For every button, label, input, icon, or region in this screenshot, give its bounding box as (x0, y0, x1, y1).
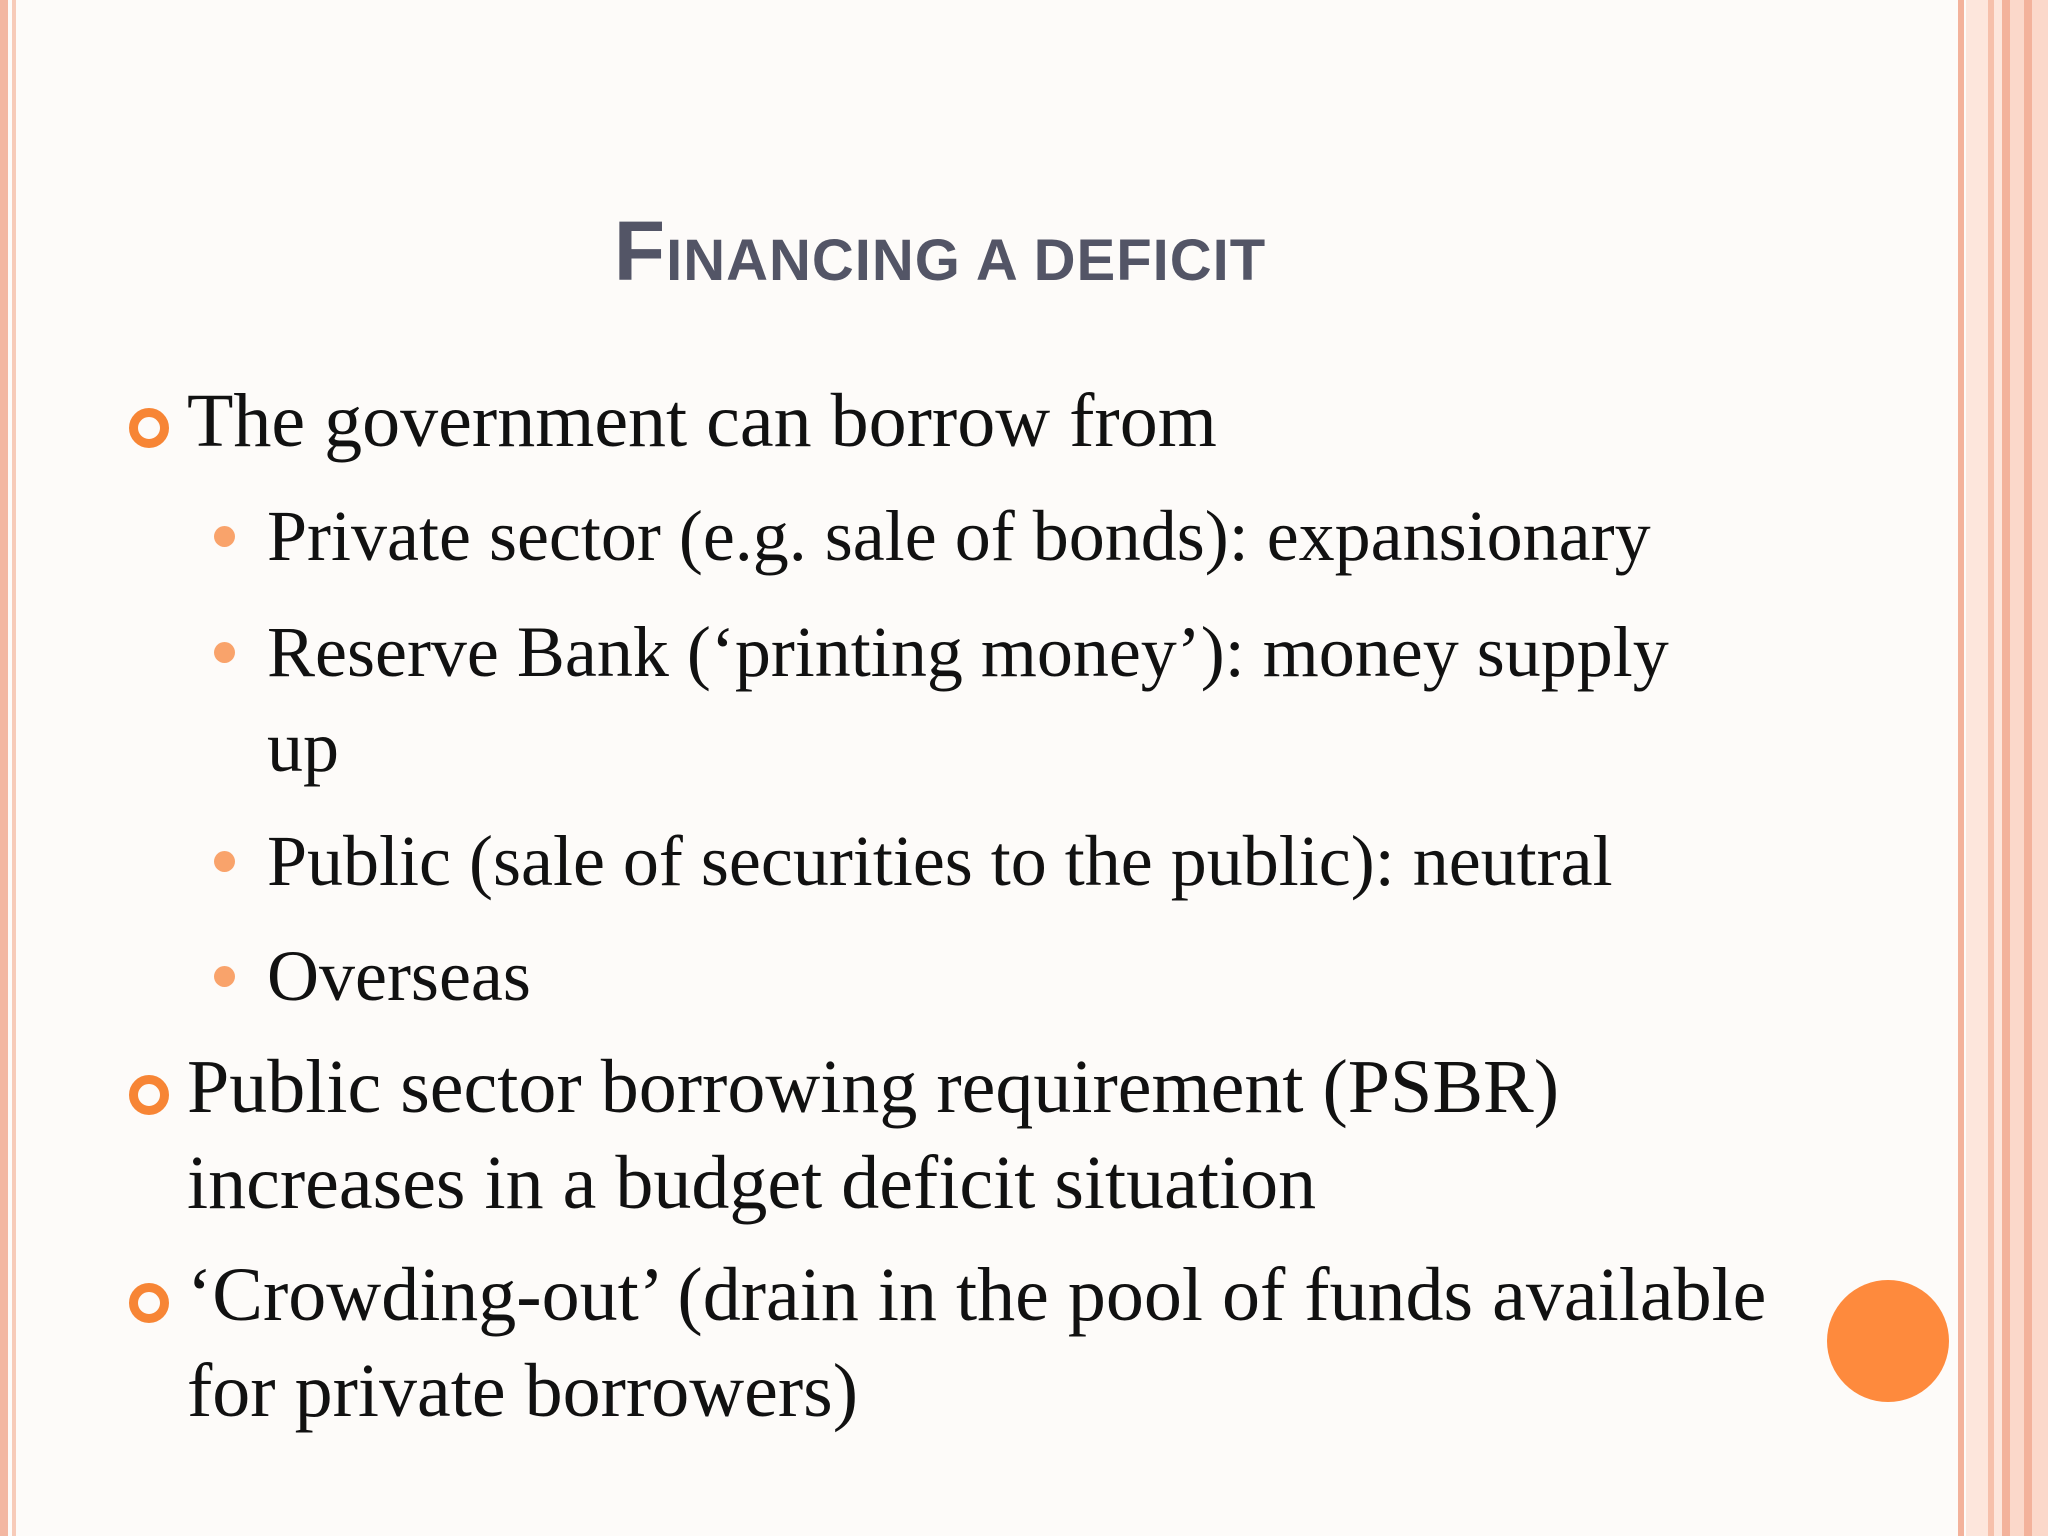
ring-bullet-icon (129, 1283, 169, 1323)
ring-bullet-icon (129, 1075, 169, 1115)
sub-bullet-reserve-bank-line2: up (267, 707, 339, 787)
bullet-crowding-out-line1: ‘Crowding-out’ (drain in the pool of funds available (187, 1253, 1767, 1337)
ring-bullet-icon (129, 408, 169, 448)
bullet-1-text: The government can borrow from (187, 379, 1217, 463)
right-border-stripe (2032, 0, 2048, 1536)
bullet-psbr-line1: Public sector borrowing requirement (PSBR) (187, 1045, 1560, 1129)
title-initial: F (613, 204, 667, 298)
sub-bullet-overseas: Overseas (267, 936, 531, 1016)
sub-bullet-public: Public (sale of securities to the public): neutral (267, 821, 1613, 901)
right-border-stripe (2024, 0, 2032, 1536)
dot-bullet-icon (214, 966, 235, 987)
sub-bullet-reserve-bank-line1: Reserve Bank (‘printing money’): money supply (267, 612, 1669, 692)
right-border-stripe (1958, 0, 1964, 1536)
right-border-stripe (1994, 0, 2002, 1536)
dot-bullet-icon (214, 642, 235, 663)
sub-bullet-private-sector: Private sector (e.g. sale of bonds): expansionary (267, 496, 1651, 576)
orange-circle-icon (1827, 1280, 1949, 1402)
title-rest: INANCING A DEFICIT (666, 228, 1267, 293)
right-border-stripe (2010, 0, 2024, 1536)
dot-bullet-icon (214, 851, 235, 872)
dot-bullet-icon (214, 526, 235, 547)
right-border-stripe (2002, 0, 2010, 1536)
slide-title (0, 206, 1880, 306)
bullet-crowding-out-line2: for private borrowers) (187, 1349, 859, 1433)
right-border-stripe (1966, 0, 1988, 1536)
bullet-psbr-line2: increases in a budget deficit situation (187, 1141, 1317, 1225)
